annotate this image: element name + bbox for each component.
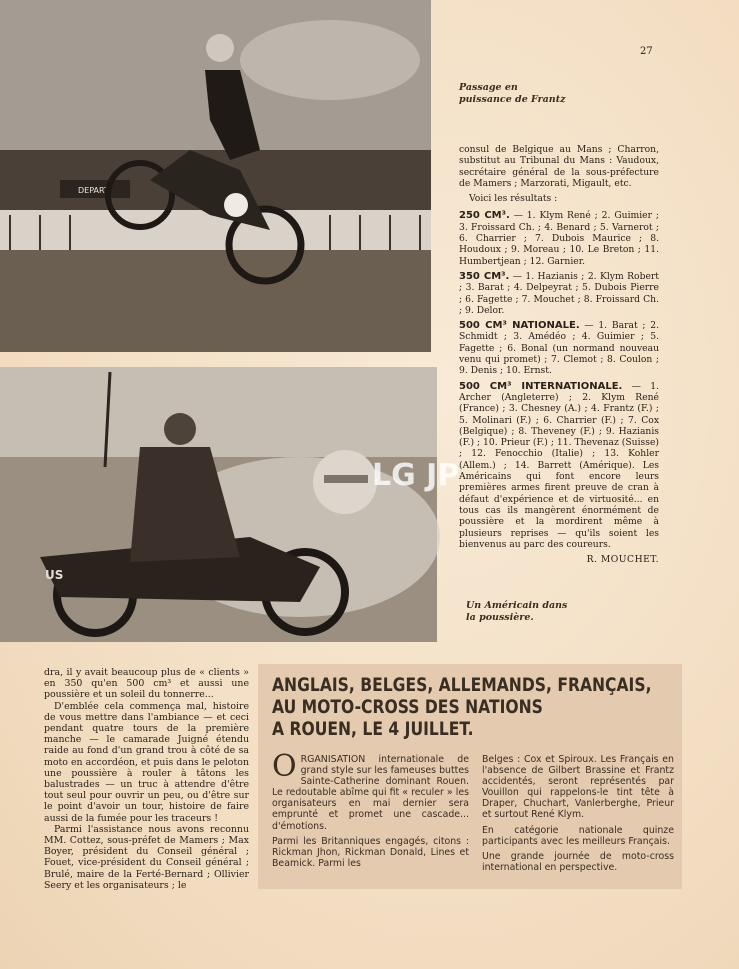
caption-top: Passage en puissance de Frantz — [459, 82, 566, 105]
headline-line: A ROUEN, LE 4 JUILLET. — [272, 718, 474, 740]
results-lead: Voici les résultats : — [469, 193, 558, 205]
category-title: 350 CM³. — [459, 270, 510, 282]
results-350 — [459, 271, 659, 316]
category-results: — 1. Klym René ; 2. Guimier ; 3. Froissard Ch. ; 4. Benard ; 5. Varnerot ; 6. Charrier ; 7. Dubois Maurice ; 8. Houdoux ; 9. Moreau ; 10. Le Breton ; 11. Humbertjean ; 12. Garnier. — [459, 210, 659, 267]
paragraph-text: RGANISATION internationale de grand style sur les fameuses buttes Sainte-Catherine dominant Rouen. Le redoutable abîme qui fit « reculer » les organisateurs en mai dernier sera emprunté et promet une cascade... d'émotions. — [272, 754, 469, 832]
plate-text: US — [45, 568, 64, 582]
photo-american-illustration — [0, 367, 460, 642]
results-intro: consul de Belgique au Mans ; Charron, substitut au Tribunal du Mans : Vaudoux, secrétaire général de la sous-préfecture de Mamers ; Marzorati, Migault, etc. — [459, 144, 659, 189]
paragraph: Une grande journée de moto-cross international en perspective. — [482, 850, 674, 873]
category-title: 500 CM³ INTERNATIONALE. — [459, 380, 623, 392]
article-column-right — [482, 754, 674, 877]
paragraph — [272, 749, 469, 832]
page-number: 27 — [640, 46, 653, 57]
left-text-column — [44, 667, 249, 891]
paragraph: dra, il y avait beaucoup plus de « clients » en 350 qu'en 500 cm³ et aussi une poussière et un soleil du tonnerre... — [44, 667, 249, 701]
paragraph: D'emblée cela commença mal, histoire de vous mettre dans l'ambiance — et ceci pendant quatre tours de la première manche — le camarade Juigné étendu raide au fond d'un grand trou à côté de sa moto en accordéon, et puis dans le peloton une poussière à rouler à tâtons les balustrades — un truc à attendre d'être tout seul pour ouvrir un peu, ou d'être sur le point d'avoir un tour, histoire de faire aussi de la fumée pour les traceurs ! — [44, 700, 249, 824]
dropcap: O — [272, 749, 297, 784]
paragraph: Parmi l'assistance nous avons reconnu MM. Cottez, sous-préfet de Mamers ; Max Boyer, président du Conseil général ; Fouet, vice-président du Conseil général ; Brulé, maire de la Ferté-Bernard ; Ollivier Seery et les organisateurs ; le — [44, 823, 249, 891]
article-column-left — [272, 749, 469, 873]
results-500-nationale — [459, 320, 659, 376]
headline-line: AU MOTO-CROSS DES NATIONS — [272, 696, 543, 718]
author-signature: R. MOUCHET. — [586, 554, 659, 566]
article-headline — [272, 674, 672, 740]
photo-frantz-illustration — [0, 0, 431, 352]
paragraph: En catégorie nationale quinze participants avec les meilleurs Français. — [482, 824, 674, 847]
results-250 — [459, 210, 659, 266]
headline-line: ANGLAIS, BELGES, ALLEMANDS, FRANÇAIS, — [272, 674, 652, 696]
category-results: — 1. Hazianis ; 2. Klym Robert ; 3. Barat ; 4. Delpeyrat ; 5. Dubois Pierre ; 6. Fagette ; 7. Mouchet ; 8. Froissard Ch. ; 9. Delor. — [459, 270, 659, 316]
article-box — [258, 664, 682, 889]
category-results: — 1. Barat ; 2. Schmidt ; 3. Amédéo ; 4. Guimier ; 5. Fagette ; 6. Bonal (un normand nouveau venu qui promet) ; 7. Clemot ; 8. Coulon ; 9. Denis ; 10. Ernst. — [459, 320, 659, 377]
category-results: — 1. Archer (Angleterre) ; 2. Klym René (France) ; 3. Chesney (A.) ; 4. Frantz (F.) ; 5. Molinari (F.) ; 6. Charrier (F.) ; 7. Cox (Belgique) ; 8. Theveney (F.) ; 9. Hazianis (F.) ; 10. Prieur (F.) ; 11. Thevenaz (Suisse) ; 12. Fenocchio (Italie) ; 13. Kohler (Allem.) ; 14. Barrett (Amérique). Les Américains qui font encore leurs premières armes firent preuve de cran à défaut d'expérience et de virtuosité... en tous cas ils mangèrent énormément de poussière et la mordirent même à plusieurs reprises — qu'ils soient les bienvenus au parc des coureurs. — [459, 380, 660, 550]
results-column — [459, 144, 659, 569]
photo-frantz-jump — [0, 0, 431, 352]
results-500-internationale — [459, 381, 659, 550]
category-title: 500 CM³ NATIONALE. — [459, 320, 580, 332]
caption-bottom: Un Américain dans la poussière. — [466, 600, 568, 623]
paragraph: Belges : Cox et Spiroux. Les Français en l'absence de Gilbert Brassine et Frantz accidentés, seront représentés par Vouillon qui rappelons-le tint tête à Draper, Chuchart, Vanlerberghe, Prieur et surtout René Klym. — [482, 754, 674, 821]
paragraph: Parmi les Britanniques engagés, citons : Rickman Jhon, Rickman Donald, Lines et Beamick. Parmi les — [272, 835, 469, 869]
photo-american-dust — [0, 367, 460, 642]
watermark: LG JP — [372, 458, 460, 493]
banner-text: DEPART — [78, 186, 109, 195]
category-title: 250 CM³. — [459, 210, 510, 222]
